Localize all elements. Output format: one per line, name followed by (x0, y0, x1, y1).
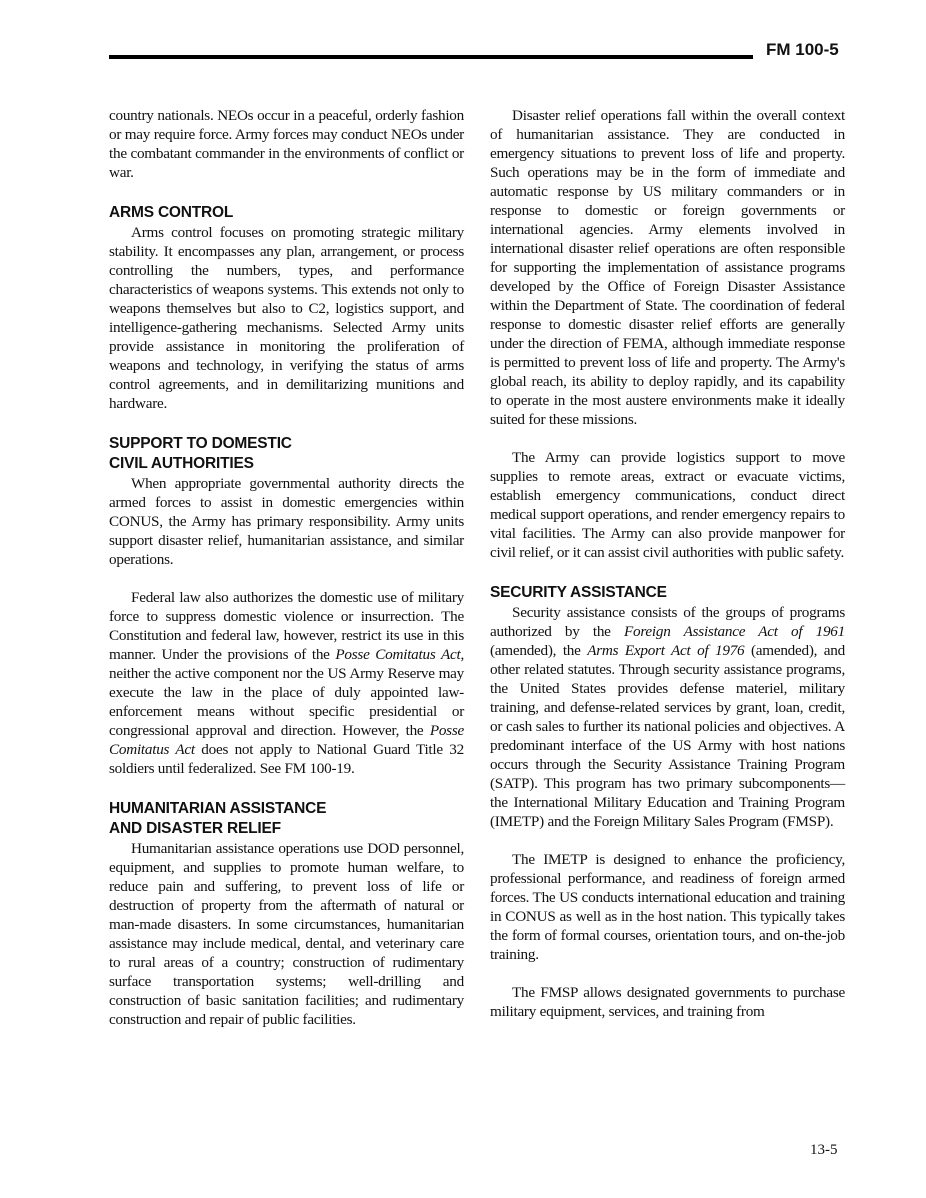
paragraph-imetp: The IMETP is designed to enhance the proficiency, professional performance, and readiness of foreign armed forces. The US conducts international education and training in CONUS as well as in the host nation. This typically takes the form of formal courses, orientation tours, and on-the-job training. (490, 851, 845, 963)
paragraph-humanitarian: Humanitarian assistance operations use DOD personnel, equipment, and supplies to promote human welfare, to reduce pain and suffering, to prevent loss of life or destruction of property from the aftermath of natural or man-made disasters. In some circumstances, humanitarian assistance may include medical, dental, and veterinary care to rural areas of a country; construction of rudimentary surface transportation systems; well-drilling and construction of basic sanitation facilities; and rudimentary construction and repair of public facilities. (109, 840, 464, 1028)
header-rule (109, 55, 753, 59)
page-number: 13-5 (810, 1142, 838, 1158)
text-run: (amended), and other related statutes. Through security assistance programs, the United States provides defense materiel, military training, and defense-related services by grant, loan, credit, or cash sales to further its national policies and objectives. A predominant interface of the US Army with host nations occurs through the Security Assistance Training Program (SATP). This program has two primary subcomponents—the International Military Education and Training Program (IMETP) and the Foreign Military Sales Program (FMSP). (490, 642, 845, 830)
paragraph-security-assistance (490, 603, 845, 831)
paragraph-disaster-relief: Disaster relief operations fall within the overall context of humanitarian assistance. They are conducted in emergency situations to prevent loss of life and property. Such operations may be in the form of immediate and automatic response by US military commanders or in response to domestic or foreign governments or international agencies. Army elements involved in international disaster relief operations are often responsible for supporting the implementation of assistance programs developed by the Office of Foreign Disaster Assistance within the Department of State. The coordination of federal response to domestic disaster relief efforts are generally under the direction of FEMA, although immediate response is permitted to prevent loss of life and property. The Army's global reach, its ability to deploy rapidly, and its capability to operate in the most austere environments make it ideally suited for these missions. (490, 107, 845, 428)
italic-act-title: Posse Comitatus Act (109, 722, 464, 758)
paragraph-support-domestic: When appropriate governmental authority directs the armed forces to assist in domestic emergencies within CONUS, the Army has primary responsibility. Army units support disaster relief, humanitarian assistance, and similar operations. (109, 475, 464, 568)
text-run: Federal law also authorizes the domestic use of military force to suppress domestic violence or insurrection. The Constitution and federal law, however, restrict its use in this manner. Under the provisions of the (109, 589, 464, 663)
heading-support-domestic (109, 434, 464, 474)
paragraph-federal-law (109, 588, 464, 778)
italic-act-title: Arms Export Act of 1976 (587, 642, 745, 659)
paragraph-fmsp: The FMSP allows designated governments to purchase military equipment, services, and training from (490, 984, 845, 1020)
paragraph-logistics: The Army can provide logistics support to move supplies to remote areas, extract or evacuate victims, establish emergency communications, conduct direct medical support operations, and render emergency repairs to vital facilities. The Army can also provide manpower for civil relief, or it can assist civil authorities with public safety. (490, 449, 845, 561)
document-id: FM 100-5 (766, 40, 839, 59)
heading-humanitarian (109, 799, 464, 839)
text-run: , neither the active component nor the US Army Reserve may execute the law in the place of duly appointed law-enforcement means without specific presidential or congressional approval and direction. However, the (109, 646, 464, 739)
text-run: does not apply to National Guard Title 32 soldiers until federalized. See FM 100-19. (109, 741, 464, 777)
text-run: Security assistance consists of the groups of programs authorized by the (490, 604, 845, 640)
heading-line: HUMANITARIAN ASSISTANCE (109, 800, 327, 817)
heading-line: CIVIL AUTHORITIES (109, 455, 254, 472)
left-column (109, 106, 464, 1048)
paragraph-neo-continued: country nationals. NEOs occur in a peaceful, orderly fashion or may require force. Army forces may conduct NEOs under the combatant commander in the environments of conflict or war. (109, 107, 464, 181)
italic-act-title: Foreign Assistance Act of 1961 (623, 623, 845, 640)
heading-line: SUPPORT TO DOMESTIC (109, 435, 292, 452)
paragraph-arms-control: Arms control focuses on promoting strategic military stability. It encompasses any plan, arrangement, or process controlling the numbers, types, and performance characteristics of weapons systems. This extends not only to weapons themselves but also to C2, logistics support, and intelligence-gathering mechanisms. Selected Army units provide assistance in monitoring the proliferation of weapons and technology, in verifying the status of arms control agreements, and in demilitarizing munitions and hardware. (109, 224, 464, 412)
right-column (490, 106, 845, 1040)
heading-line: AND DISASTER RELIEF (109, 820, 281, 837)
heading-security-assistance: SECURITY ASSISTANCE (490, 584, 667, 601)
heading-arms-control: ARMS CONTROL (109, 204, 234, 221)
text-run: (amended), the (490, 642, 588, 659)
italic-act-title: Posse Comitatus Act (335, 646, 461, 663)
